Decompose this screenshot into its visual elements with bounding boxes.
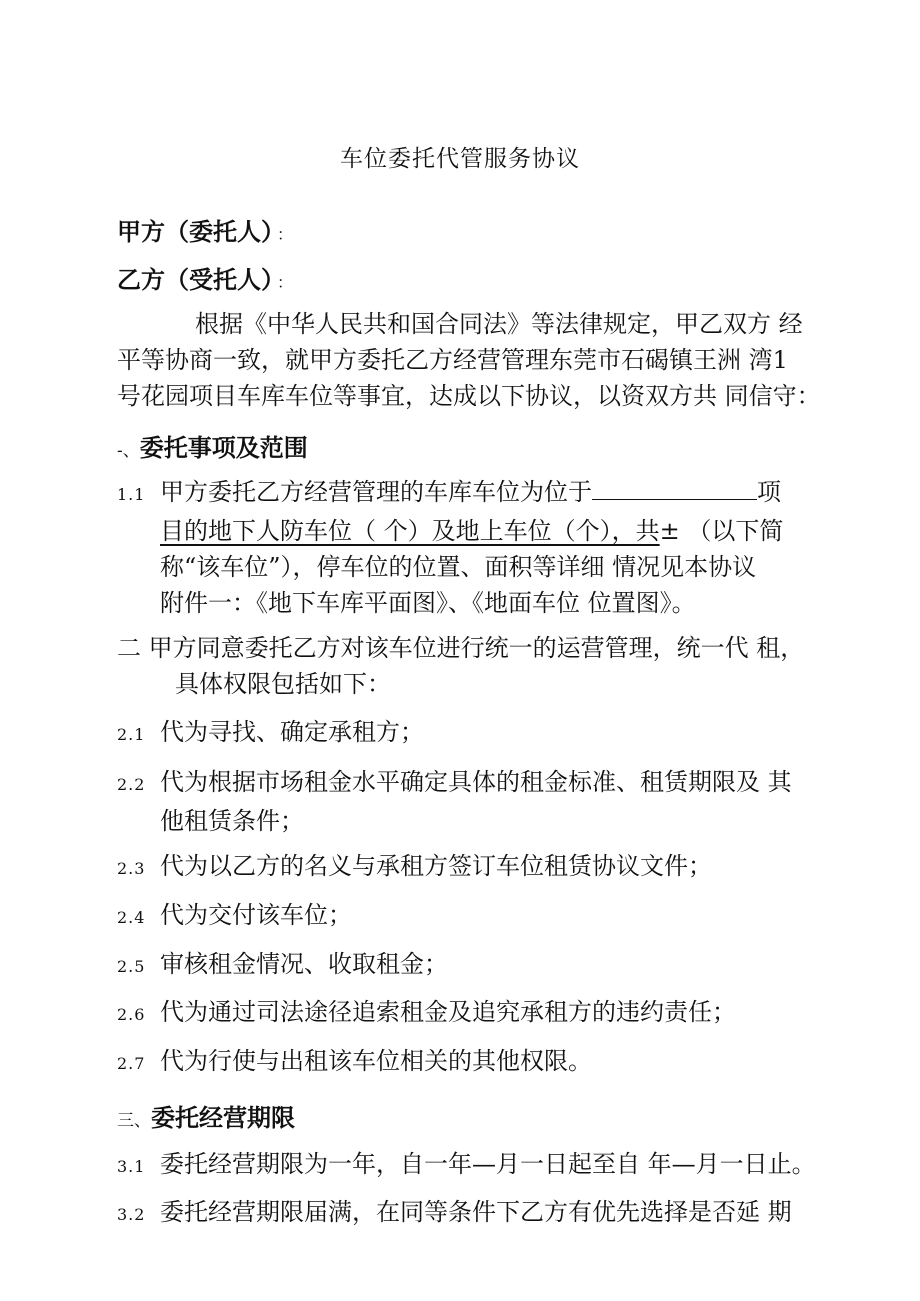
clause-text: ± （以下简 [659,517,784,545]
clause-2-1 [117,714,829,753]
intro-line-3: 号花园项目车库车位等事宜，达成以下协议，以资双方共 同信守： [117,382,821,410]
clause-text: 审核租金情况、收取租金； [160,950,448,978]
clause-number: 1.1 [117,485,146,504]
section-2-lead [117,630,829,702]
document-title: 车位委托代管服务协议 [340,146,580,172]
clause-3-2 [117,1194,829,1233]
clause-2-7 [117,1043,829,1082]
section-3-heading [117,1098,295,1133]
blank-fill-line [592,479,757,500]
clause-number: 2.4 [117,908,146,927]
party-a-label [117,212,293,247]
clause-number: 3.2 [117,1205,146,1224]
clause-number: 2.2 [117,775,146,794]
intro-line-1: 根据《中华人民共和国合同法》等法律规定，甲乙双方 经 [195,310,803,338]
intro-line-2: 平等协商一致，就甲方委托乙方经营管理东莞市石碣镇王洲 湾1 [117,346,788,374]
section-1-title: 委托事项及范围 [139,433,308,462]
clause-number: 3.1 [117,1157,146,1176]
party-b-colon: ： [277,273,294,292]
clause-2-3 [117,848,829,887]
clause-text: 代为交付该车位； [160,901,352,929]
clause-text: 代为以乙方的名义与承租方签订车位租赁协议文件； [160,852,712,880]
section-3-title: 委托经营期限 [151,1103,295,1132]
clause-text: 代为行使与出租该车位相关的其他权限。 [160,1047,592,1075]
clause-text: 代为通过司法途径追索租金及追究承租方的违约责任； [160,998,736,1026]
clause-text: 称“该车位”），停车位的位置、面积等详细 情况见本协议 [160,553,757,581]
clause-text: 委托经营期限届满，在同等条件下乙方有优先选择是否延 期 [160,1198,792,1226]
party-a-text: 甲方（委托人） [117,217,273,246]
clause-2-2 [117,764,829,839]
section-2-lead-line-1: 二 甲方同意委托乙方对该车位进行统一的运营管理，统一代 租， [117,634,805,662]
party-b-text: 乙方（受托人） [117,265,273,294]
clause-text: 他租赁条件； [160,807,304,835]
section-1-heading [117,428,308,463]
intro-paragraph [117,306,829,414]
section-2-lead-line-2: 具体权限包括如下： [175,670,391,698]
clause-number: 2.7 [117,1054,146,1073]
clause-number: 2.5 [117,957,146,976]
party-a-colon: ： [277,225,294,244]
clause-number: 2.1 [117,725,146,744]
clause-text: 委托经营期限为一年，自一年—月一日起至自 年—月一日止。 [160,1150,816,1178]
clause-2-6 [117,994,829,1033]
clause-text: 附件一：《地下车库平面图》、《地面车位 位置图》。 [160,589,696,617]
clause-1-1 [117,474,829,621]
clause-text-underlined: 目的地下人防车位（ 个）及地上车位（个），共 [160,517,660,545]
clause-number: 2.3 [117,859,146,878]
clause-2-5 [117,946,829,985]
section-1-number: -、 [117,441,140,461]
clause-3-1 [117,1146,829,1185]
party-b-label [117,260,293,295]
clause-number: 2.6 [117,1005,146,1024]
clause-text: 代为根据市场租金水平确定具体的租金标准、租赁期限及 其 [160,768,792,796]
clause-text: 代为寻找、确定承租方； [160,718,424,746]
clause-text: 项 [757,478,781,506]
clause-text: 甲方委托乙方经营管理的车库车位为位于 [160,478,592,506]
clause-2-4 [117,897,829,936]
section-3-number: 三、 [117,1111,151,1131]
